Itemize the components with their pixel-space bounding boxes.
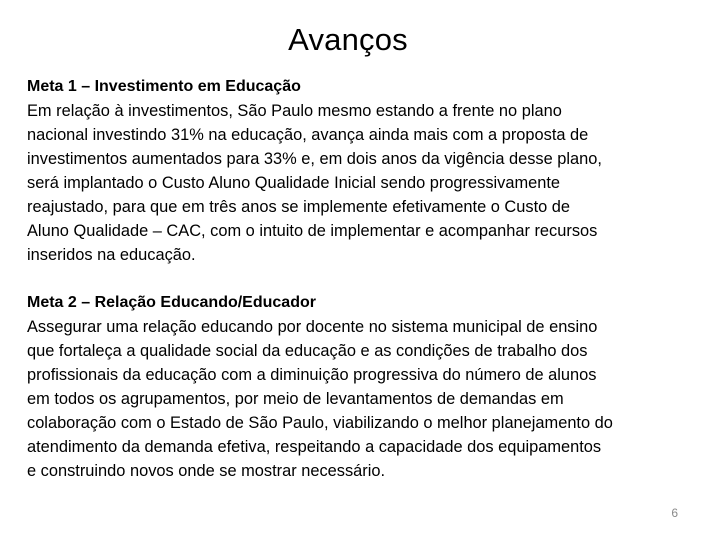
slide-content — [27, 75, 693, 483]
slide-title: Avanços — [288, 22, 408, 57]
goal-1-heading: Meta 1 – Investimento em Educação — [27, 78, 301, 95]
goal-1-text: Em relação à investimentos, São Paulo mesmo estando a frente no plano nacional investindo 31% na educação, avança ainda mais com a proposta de investimentos aumentados para 33% e, em dois anos da vigência desse plano, será implantado o Custo Aluno Qualidade Inicial sendo progressivamente reajustado, para que em três anos se implemente efetivamente o Custo de Aluno Qualidade – CAC, com o intuito de implementar e acompanhar recursos inseridos na educação. — [27, 102, 602, 264]
section-spacer — [27, 267, 693, 291]
page-number: 6 — [671, 506, 678, 520]
goal-2-heading: Meta 2 – Relação Educando/Educador — [27, 294, 316, 311]
goal-2-text: Assegurar uma relação educando por docente no sistema municipal de ensino que fortaleça a qualidade social da educação e as condições de trabalho dos profissionais da educação com a diminuição progressiva do número de alunos em todos os agrupamentos, por meio de levantamentos de demandas em colaboração com o Estado de São Paulo, viabilizando o melhor planejamento do atendimento da demanda efetiva, respeitando a capacidade dos equipamentos e construindo novos onde se mostrar necessário. — [27, 318, 613, 480]
